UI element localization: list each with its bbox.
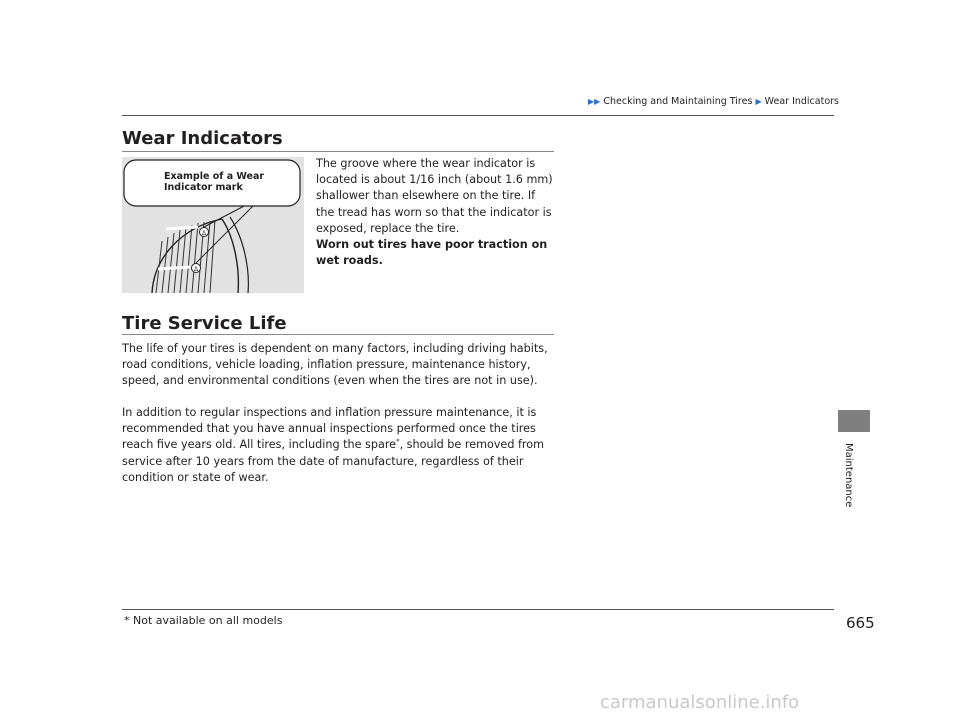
chapter-tab-label xyxy=(828,443,880,513)
service-life-paragraph-1: The life of your tires is dependent on many factors, including driving habits, road conditions, vehicle loading, inflation pressure, maintenance history, speed, and environmental conditions (even when the tires are not in use). xyxy=(122,342,548,388)
wear-indicator-description xyxy=(316,156,556,269)
section-heading-wear-indicators: Wear Indicators xyxy=(122,128,283,149)
figure-caption-line1: Example of a Wear xyxy=(164,171,265,182)
footnote-marker[interactable]: * xyxy=(396,437,400,446)
chapter-tab[interactable] xyxy=(838,410,870,432)
service-life-text-b: , should be removed from service after 10 years from the date of manufacture, regardless of their condition or state of wear. xyxy=(122,438,545,484)
breadcrumb xyxy=(588,96,839,107)
breadcrumb-arrow-icon: ▶▶ xyxy=(588,97,601,106)
service-life-text-a: In addition to regular inspections and inflation pressure maintenance, it is recommended that you have annual inspections performed once the tires reach five years old. All tires, including the spare xyxy=(122,406,537,452)
heading-rule xyxy=(122,151,554,152)
service-life-paragraph-2 xyxy=(122,405,562,486)
tire-wear-indicator-illustration xyxy=(122,157,304,293)
chapter-tab-text: Maintenance xyxy=(843,443,854,508)
heading-rule xyxy=(122,334,554,335)
svg-text:Δ: Δ xyxy=(193,266,199,273)
wear-indicator-warning: Worn out tires have poor traction on wet roads. xyxy=(316,238,548,268)
footer-rule xyxy=(122,609,834,610)
page-number: 665 xyxy=(846,614,875,632)
header-rule xyxy=(122,115,834,116)
watermark: carmanualsonline.info xyxy=(600,692,800,713)
breadcrumb-item-tires[interactable]: Checking and Maintaining Tires xyxy=(603,96,753,107)
footnote: * Not available on all models xyxy=(124,614,283,627)
wear-indicator-text: The groove where the wear indicator is located is about 1/16 inch (about 1.6 mm) shallower than elsewhere on the tire. If the tread has worn so that the indicator is exposed, replace the tire. xyxy=(316,157,553,235)
breadcrumb-arrow-icon: ▶ xyxy=(755,97,762,106)
figure-caption xyxy=(164,171,264,193)
figure-caption-line2: Indicator mark xyxy=(164,182,243,193)
breadcrumb-item-wear-indicators[interactable]: Wear Indicators xyxy=(764,96,839,107)
section-heading-tire-service-life: Tire Service Life xyxy=(122,313,287,334)
svg-text:Δ: Δ xyxy=(201,230,207,237)
